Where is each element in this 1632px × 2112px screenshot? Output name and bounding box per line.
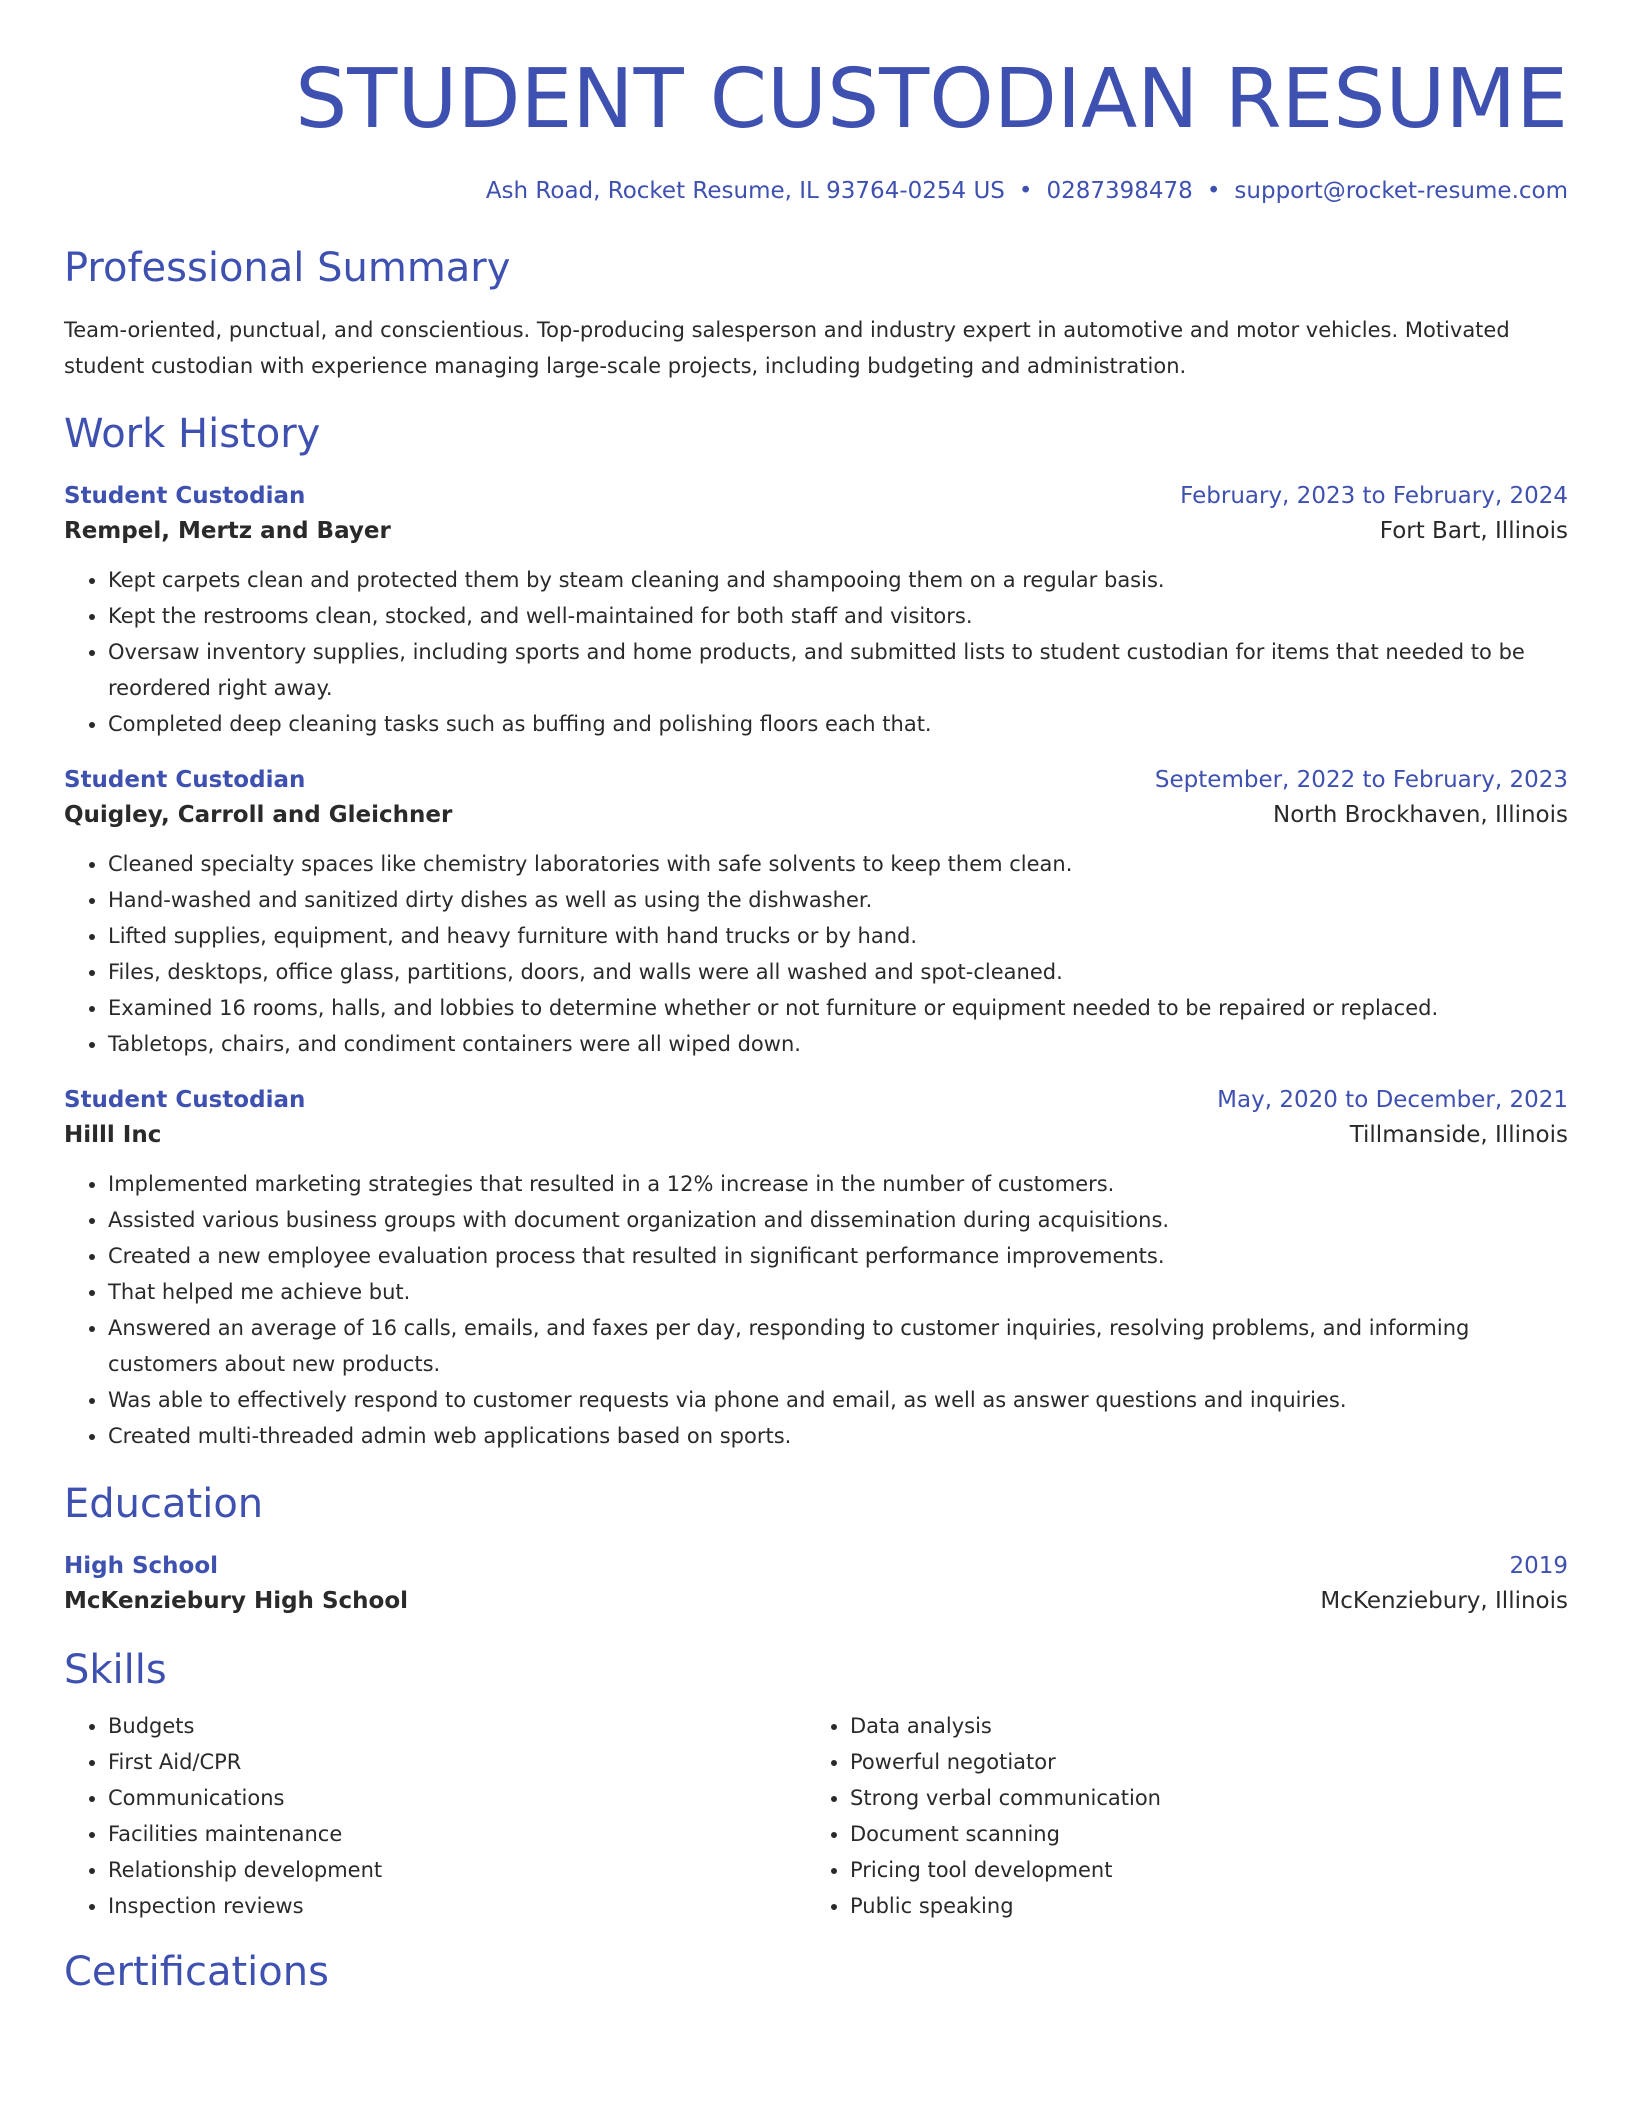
education-degree: High School <box>64 1553 219 1579</box>
job-bullet: • Oversaw inventory supplies, including sports and home products, and submitted lists to student custodian for items that needed to be reordered right away. <box>108 634 1568 706</box>
skill-item: • Facilities maintenance <box>108 1816 806 1852</box>
resume-title: STUDENT CUSTODIAN RESUME <box>295 52 1568 147</box>
skill-item: • Data analysis <box>850 1708 1548 1744</box>
job-location: Fort Bart, Illinois <box>1379 518 1568 544</box>
job-company: Quigley, Carroll and Gleichner <box>64 802 453 828</box>
job-bullet: • Kept carpets clean and protected them by steam cleaning and shampooing them on a regular basis. <box>108 562 1568 598</box>
job-bullet: • Answered an average of 16 calls, emails, and faxes per day, responding to customer inquiries, resolving problems, and informing customers about new products. <box>108 1310 1568 1382</box>
summary-heading: Professional Summary <box>64 245 511 291</box>
skills-column-left <box>64 1708 806 1924</box>
contact-email: support@rocket-resume.com <box>1234 178 1568 204</box>
job-location: North Brockhaven, Illinois <box>1272 802 1568 828</box>
job-entry <box>64 480 1568 742</box>
job-bullets <box>64 1166 1568 1454</box>
skill-item: • Relationship development <box>108 1852 806 1888</box>
job-bullets <box>64 562 1568 742</box>
work-history-heading: Work History <box>64 411 321 457</box>
contact-separator: • <box>1206 178 1221 204</box>
skill-item: • Public speaking <box>850 1888 1548 1924</box>
summary-text: Team-oriented, punctual, and conscientious. Top-producing salesperson and industry expert in automotive and motor vehicles. Motivated student custodian with experience managing large-scale projects, including budgeting and administration. <box>64 318 1510 378</box>
education-location: McKenziebury, Illinois <box>1320 1588 1568 1614</box>
skill-item: • Communications <box>108 1780 806 1816</box>
job-bullet: • Tabletops, chairs, and condiment containers were all wiped down. <box>108 1026 1568 1062</box>
skills-heading: Skills <box>64 1647 167 1693</box>
job-bullet: • Cleaned specialty spaces like chemistry laboratories with safe solvents to keep them clean. <box>108 846 1568 882</box>
job-bullet: • Created a new employee evaluation process that resulted in significant performance improvements. <box>108 1238 1568 1274</box>
job-bullet: • Files, desktops, office glass, partitions, doors, and walls were all washed and spot-cleaned. <box>108 954 1568 990</box>
job-dates: February, 2023 to February, 2024 <box>1180 483 1568 509</box>
job-bullet: • Was able to effectively respond to customer requests via phone and email, as well as answer questions and inquiries. <box>108 1382 1568 1418</box>
job-role: Student Custodian <box>64 767 306 793</box>
resume-page <box>64 0 1568 1996</box>
job-dates: September, 2022 to February, 2023 <box>1154 767 1568 793</box>
job-dates: May, 2020 to December, 2021 <box>1217 1087 1568 1113</box>
job-role: Student Custodian <box>64 483 306 509</box>
job-company: Rempel, Mertz and Bayer <box>64 518 391 544</box>
job-entry <box>64 1084 1568 1454</box>
job-bullet: • Implemented marketing strategies that resulted in a 12% increase in the number of customers. <box>108 1166 1568 1202</box>
education-school: McKenziebury High School <box>64 1588 409 1614</box>
job-company: Hilll Inc <box>64 1122 162 1148</box>
job-bullet: • That helped me achieve but. <box>108 1274 1568 1310</box>
job-bullet: • Lifted supplies, equipment, and heavy furniture with hand trucks or by hand. <box>108 918 1568 954</box>
job-role: Student Custodian <box>64 1087 306 1113</box>
skill-item: • Document scanning <box>850 1816 1548 1852</box>
job-bullet: • Completed deep cleaning tasks such as buffing and polishing floors each that. <box>108 706 1568 742</box>
skills-column-right <box>806 1708 1548 1924</box>
job-entry <box>64 764 1568 1062</box>
contact-line <box>64 176 1568 206</box>
skill-item: • First Aid/CPR <box>108 1744 806 1780</box>
job-bullet: • Hand-washed and sanitized dirty dishes as well as using the dishwasher. <box>108 882 1568 918</box>
job-bullet: • Kept the restrooms clean, stocked, and well-maintained for both staff and visitors. <box>108 598 1568 634</box>
skills-list <box>64 1708 1568 1924</box>
skill-item: • Pricing tool development <box>850 1852 1548 1888</box>
education-entry <box>64 1550 1568 1620</box>
job-bullet: • Assisted various business groups with document organization and dissemination during acquisitions. <box>108 1202 1568 1238</box>
skill-item: • Inspection reviews <box>108 1888 806 1924</box>
contact-phone: 0287398478 <box>1046 178 1193 204</box>
job-bullet: • Examined 16 rooms, halls, and lobbies to determine whether or not furniture or equipment needed to be repaired or replaced. <box>108 990 1568 1026</box>
certifications-heading: Certifications <box>64 1949 329 1995</box>
skill-item: • Budgets <box>108 1708 806 1744</box>
job-bullets <box>64 846 1568 1062</box>
job-location: Tillmanside, Illinois <box>1349 1122 1568 1148</box>
skill-item: • Powerful negotiator <box>850 1744 1548 1780</box>
contact-separator: • <box>1018 178 1033 204</box>
skill-item: • Strong verbal communication <box>850 1780 1548 1816</box>
education-year: 2019 <box>1509 1553 1568 1579</box>
education-heading: Education <box>64 1481 264 1527</box>
contact-address: Ash Road, Rocket Resume, IL 93764-0254 US <box>485 178 1005 204</box>
job-bullet: • Created multi-threaded admin web applications based on sports. <box>108 1418 1568 1454</box>
